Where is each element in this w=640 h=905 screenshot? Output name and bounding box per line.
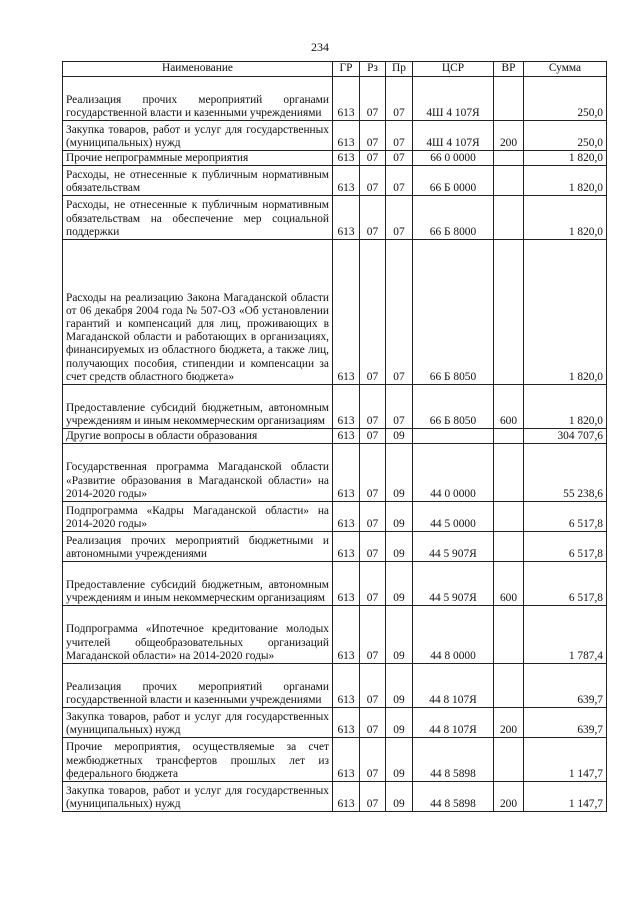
cell-vr <box>494 77 524 121</box>
cell-name: Прочие мероприятия, осуществляемые за счет межбюджетных трансфертов прошлых лет из федерального бюджета <box>63 738 333 782</box>
cell-csr: 4Ш 4 107Я <box>413 77 494 121</box>
header-vr: ВР <box>494 62 524 77</box>
cell-rz: 07 <box>360 562 386 606</box>
cell-gr: 613 <box>333 121 360 151</box>
cell-vr: 200 <box>494 782 524 812</box>
cell-vr <box>494 664 524 708</box>
cell-vr: 600 <box>494 562 524 606</box>
cell-name: Другие вопросы в области образования <box>63 429 333 444</box>
cell-name: Закупка товаров, работ и услуг для государственных (муниципальных) нужд <box>63 708 333 738</box>
table-header-row <box>63 62 607 77</box>
cell-pr: 09 <box>386 532 413 562</box>
cell-sum: 6 517,8 <box>524 532 607 562</box>
cell-csr: 44 5 907Я <box>413 532 494 562</box>
cell-rz: 07 <box>360 429 386 444</box>
cell-rz: 07 <box>360 151 386 166</box>
cell-pr: 07 <box>386 166 413 196</box>
cell-pr: 09 <box>386 738 413 782</box>
cell-gr: 613 <box>333 782 360 812</box>
cell-pr: 09 <box>386 708 413 738</box>
table-row <box>63 429 607 444</box>
table-row <box>63 562 607 606</box>
cell-sum: 250,0 <box>524 121 607 151</box>
cell-vr <box>494 738 524 782</box>
cell-sum: 1 787,4 <box>524 606 607 664</box>
cell-csr: 44 5 907Я <box>413 562 494 606</box>
cell-sum: 6 517,8 <box>524 562 607 606</box>
table-row <box>63 708 607 738</box>
cell-gr: 613 <box>333 606 360 664</box>
cell-gr: 613 <box>333 385 360 429</box>
cell-name: Государственная программа Магаданской области «Развитие образования в Магаданской области» на 2014-2020 годы» <box>63 444 333 502</box>
cell-rz: 07 <box>360 782 386 812</box>
header-name: Наименование <box>63 62 333 77</box>
cell-vr <box>494 444 524 502</box>
cell-gr: 613 <box>333 532 360 562</box>
table-row <box>63 738 607 782</box>
cell-vr <box>494 429 524 444</box>
cell-pr: 09 <box>386 606 413 664</box>
cell-sum: 1 820,0 <box>524 196 607 240</box>
cell-name: Закупка товаров, работ и услуг для государственных (муниципальных) нужд <box>63 782 333 812</box>
cell-gr: 613 <box>333 151 360 166</box>
table-row <box>63 444 607 502</box>
cell-pr: 09 <box>386 444 413 502</box>
cell-vr <box>494 196 524 240</box>
cell-name: Закупка товаров, работ и услуг для государственных (муниципальных) нужд <box>63 121 333 151</box>
cell-rz: 07 <box>360 738 386 782</box>
cell-name: Расходы, не отнесенные к публичным нормативным обязательствам на обеспечение мер социальной поддержки <box>63 196 333 240</box>
cell-csr: 44 8 5898 <box>413 738 494 782</box>
cell-rz: 07 <box>360 444 386 502</box>
cell-pr: 09 <box>386 429 413 444</box>
cell-csr: 66 0 0000 <box>413 151 494 166</box>
cell-name: Реализация прочих мероприятий бюджетными и автономными учреждениями <box>63 532 333 562</box>
cell-csr: 44 8 0000 <box>413 606 494 664</box>
cell-name: Предоставление субсидий бюджетным, автономным учреждениям и иным некоммерческим организациям <box>63 562 333 606</box>
cell-csr: 44 5 0000 <box>413 502 494 532</box>
cell-name: Подпрограмма «Ипотечное кредитование молодых учителей общеобразовательных организаций Магаданской области» на 2014-2020 годы» <box>63 606 333 664</box>
cell-csr: 44 8 107Я <box>413 708 494 738</box>
cell-rz: 07 <box>360 77 386 121</box>
table-row <box>63 782 607 812</box>
cell-name: Расходы, не отнесенные к публичным нормативным обязательствам <box>63 166 333 196</box>
table-row <box>63 77 607 121</box>
cell-pr: 09 <box>386 502 413 532</box>
cell-gr: 613 <box>333 77 360 121</box>
cell-rz: 07 <box>360 121 386 151</box>
header-gr: ГР <box>333 62 360 77</box>
cell-pr: 07 <box>386 77 413 121</box>
table-row <box>63 240 607 385</box>
cell-pr: 09 <box>386 562 413 606</box>
cell-name: Подпрограмма «Кадры Магаданской области» на 2014-2020 годы» <box>63 502 333 532</box>
cell-vr: 200 <box>494 708 524 738</box>
cell-vr <box>494 502 524 532</box>
cell-vr <box>494 166 524 196</box>
table-row <box>63 502 607 532</box>
cell-vr <box>494 151 524 166</box>
cell-csr: 66 Б 8000 <box>413 196 494 240</box>
cell-name: Предоставление субсидий бюджетным, автономным учреждениям и иным некоммерческим организациям <box>63 385 333 429</box>
table-row <box>63 532 607 562</box>
cell-gr: 613 <box>333 738 360 782</box>
header-sum: Сумма <box>524 62 607 77</box>
cell-vr <box>494 606 524 664</box>
cell-sum: 250,0 <box>524 77 607 121</box>
cell-gr: 613 <box>333 240 360 385</box>
table-row <box>63 151 607 166</box>
header-pr: Пр <box>386 62 413 77</box>
cell-sum: 304 707,6 <box>524 429 607 444</box>
budget-table <box>62 61 607 812</box>
header-rz: Рз <box>360 62 386 77</box>
cell-csr: 4Ш 4 107Я <box>413 121 494 151</box>
cell-vr <box>494 240 524 385</box>
cell-name: Расходы на реализацию Закона Магаданской области от 06 декабря 2004 года № 507-ОЗ «Об установлении гарантий и компенсаций для лиц, проживающих в Магаданской области и работающих в организациях, финансируемых из областного бюджета, а также лиц, получающих пособия, стипендии и компенсации за счет средств областного бюджета» <box>63 240 333 385</box>
cell-pr: 07 <box>386 240 413 385</box>
cell-name: Прочие непрограммные мероприятия <box>63 151 333 166</box>
cell-gr: 613 <box>333 429 360 444</box>
page-number: 234 <box>311 40 329 54</box>
table-body <box>63 77 607 812</box>
cell-vr <box>494 532 524 562</box>
cell-sum: 1 820,0 <box>524 240 607 385</box>
cell-gr: 613 <box>333 196 360 240</box>
cell-pr: 09 <box>386 782 413 812</box>
cell-pr: 07 <box>386 196 413 240</box>
cell-sum: 1 820,0 <box>524 151 607 166</box>
cell-vr: 600 <box>494 385 524 429</box>
cell-sum: 1 820,0 <box>524 385 607 429</box>
cell-sum: 55 238,6 <box>524 444 607 502</box>
table-row <box>63 664 607 708</box>
table-row <box>63 166 607 196</box>
table-row <box>63 606 607 664</box>
cell-sum: 1 147,7 <box>524 782 607 812</box>
cell-pr: 07 <box>386 121 413 151</box>
cell-csr: 66 Б 8050 <box>413 240 494 385</box>
cell-csr <box>413 429 494 444</box>
table-row <box>63 196 607 240</box>
cell-gr: 613 <box>333 708 360 738</box>
cell-rz: 07 <box>360 532 386 562</box>
table-row <box>63 385 607 429</box>
cell-gr: 613 <box>333 166 360 196</box>
cell-sum: 6 517,8 <box>524 502 607 532</box>
cell-csr: 44 8 107Я <box>413 664 494 708</box>
cell-sum: 1 820,0 <box>524 166 607 196</box>
cell-rz: 07 <box>360 664 386 708</box>
cell-name: Реализация прочих мероприятий органами государственной власти и казенными учреждениями <box>63 77 333 121</box>
cell-rz: 07 <box>360 502 386 532</box>
cell-gr: 613 <box>333 502 360 532</box>
cell-rz: 07 <box>360 606 386 664</box>
cell-csr: 66 Б 0000 <box>413 166 494 196</box>
table-row <box>63 121 607 151</box>
cell-sum: 1 147,7 <box>524 738 607 782</box>
cell-pr: 07 <box>386 385 413 429</box>
cell-sum: 639,7 <box>524 708 607 738</box>
cell-rz: 07 <box>360 385 386 429</box>
header-csr: ЦСР <box>413 62 494 77</box>
cell-rz: 07 <box>360 166 386 196</box>
cell-rz: 07 <box>360 240 386 385</box>
cell-gr: 613 <box>333 562 360 606</box>
cell-pr: 07 <box>386 151 413 166</box>
cell-name: Реализация прочих мероприятий органами государственной власти и казенными учреждениями <box>63 664 333 708</box>
cell-csr: 44 0 0000 <box>413 444 494 502</box>
cell-rz: 07 <box>360 196 386 240</box>
cell-pr: 09 <box>386 664 413 708</box>
cell-csr: 44 8 5898 <box>413 782 494 812</box>
cell-csr: 66 Б 8050 <box>413 385 494 429</box>
cell-gr: 613 <box>333 444 360 502</box>
cell-vr: 200 <box>494 121 524 151</box>
cell-rz: 07 <box>360 708 386 738</box>
cell-gr: 613 <box>333 664 360 708</box>
cell-sum: 639,7 <box>524 664 607 708</box>
